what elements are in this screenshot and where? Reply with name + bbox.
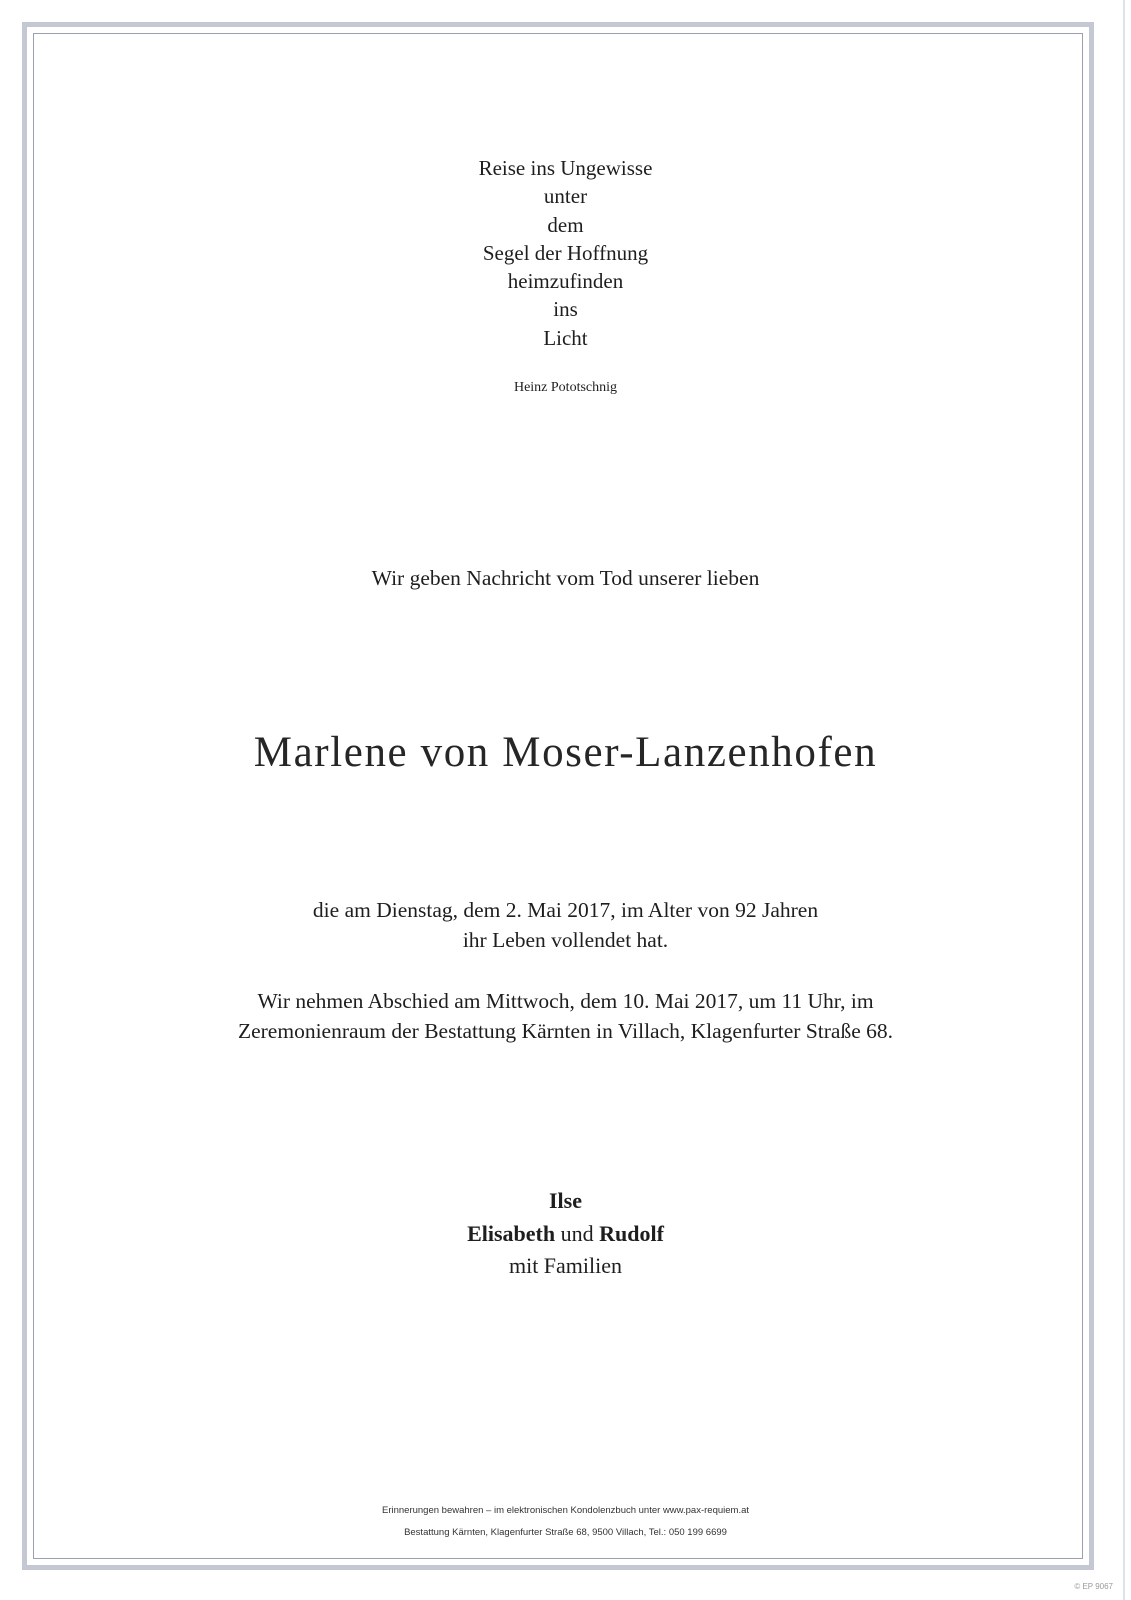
poem-line: Licht	[543, 325, 588, 350]
deceased-name: Marlene von Moser-Lanzenhofen	[253, 729, 878, 776]
poem-line: ins	[553, 297, 578, 322]
notice-intro: Wir geben Nachricht vom Tod unserer lieben	[371, 566, 760, 590]
footer-condolence-line: Erinnerungen bewahren – im elektronischen Kondolenzbuch unter www.pax-requiem.at	[381, 1505, 750, 1516]
mourner-name: Rudolf	[599, 1220, 664, 1246]
ceremony-info-line: Wir nehmen Abschied am Mittwoch, dem 10. Mai 2017, um 11 Uhr, im	[257, 989, 874, 1013]
ceremony-info	[0, 986, 1131, 1046]
poem-line: dem	[547, 212, 584, 237]
mourners	[0, 1185, 1131, 1283]
mourner-name: Ilse	[549, 1188, 582, 1213]
footer-address-line: Bestattung Kärnten, Klagenfurter Straße 68, 9500 Villach, Tel.: 050 199 6699	[404, 1527, 727, 1538]
mourner-name: Elisabeth	[467, 1220, 556, 1246]
poem-line: unter	[543, 184, 588, 209]
mourner-joiner: und	[560, 1220, 594, 1246]
footer	[0, 1500, 1131, 1544]
mourner-line: mit Familien	[508, 1253, 623, 1278]
poem-author: Heinz Pototschnig	[513, 380, 618, 395]
death-info-line: ihr Leben vollendet hat.	[462, 928, 669, 952]
product-code: © EP 9067	[1074, 1582, 1113, 1591]
poem-line: Segel der Hoffnung	[482, 240, 649, 265]
poem-line: heimzufinden	[507, 269, 624, 294]
death-info-line: die am Dienstag, dem 2. Mai 2017, im Alter von 92 Jahren	[312, 898, 819, 922]
poem-line: Reise ins Ungewisse	[478, 156, 653, 180]
ceremony-info-line: Zeremonienraum der Bestattung Kärnten in Villach, Klagenfurter Straße 68.	[237, 1019, 894, 1043]
poem	[0, 154, 1131, 352]
mourner-line	[0, 1185, 1131, 1218]
death-info	[0, 895, 1131, 955]
mourner-line	[0, 1218, 1131, 1251]
